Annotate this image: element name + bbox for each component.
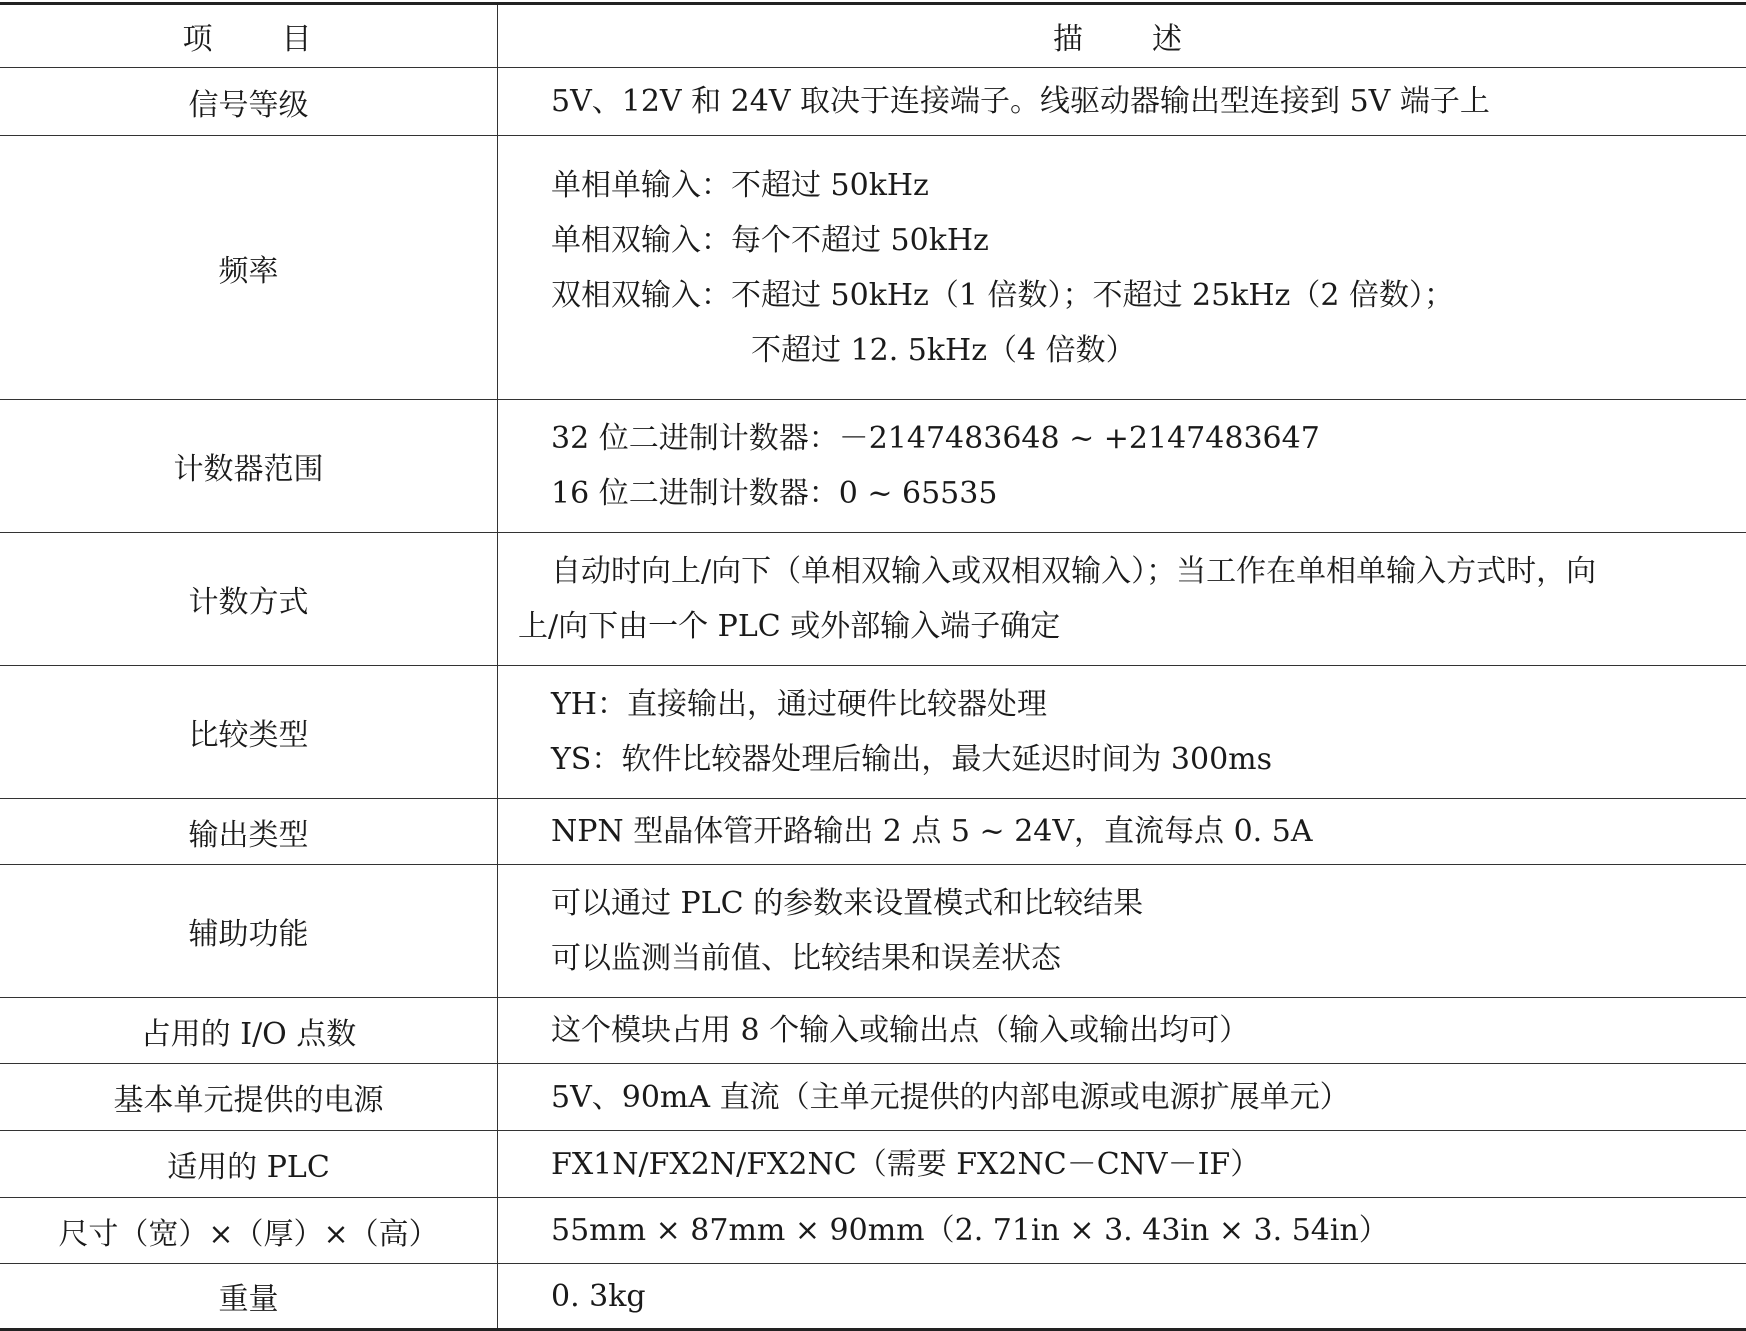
header-row xyxy=(0,4,1746,68)
table-row xyxy=(0,1064,1746,1131)
row-item: 尺寸（宽）×（厚）×（高） xyxy=(0,1198,498,1264)
row-item: 信号等级 xyxy=(0,68,498,136)
row-item: 输出类型 xyxy=(0,799,498,865)
desc-line: 这个模块占用 8 个输入或输出点（输入或输出均可） xyxy=(551,1003,1740,1058)
desc-line: NPN 型晶体管开路输出 2 点 5 ~ 24V，直流每点 0. 5A xyxy=(551,804,1740,859)
row-desc xyxy=(498,533,1746,666)
row-desc xyxy=(498,1131,1746,1198)
row-desc xyxy=(498,1064,1746,1131)
desc-line: 单相双输入：每个不超过 50kHz xyxy=(551,213,1740,268)
desc-line: 可以监测当前值、比较结果和误差状态 xyxy=(551,931,1740,986)
row-desc xyxy=(498,136,1746,400)
desc-line: 5V、12V 和 24V 取决于连接端子。线驱动器输出型连接到 5V 端子上 xyxy=(551,74,1740,129)
desc-line: 16 位二进制计数器：0 ~ 65535 xyxy=(551,466,1740,521)
row-item: 适用的 PLC xyxy=(0,1131,498,1198)
table-row xyxy=(0,998,1746,1064)
desc-line: 32 位二进制计数器：－2147483648 ~ +2147483647 xyxy=(551,411,1740,466)
row-desc xyxy=(498,1264,1746,1330)
row-desc xyxy=(498,400,1746,533)
row-desc xyxy=(498,666,1746,799)
table-row xyxy=(0,68,1746,136)
row-item: 计数器范围 xyxy=(0,400,498,533)
row-desc xyxy=(498,68,1746,136)
desc-line: YS：软件比较器处理后输出，最大延迟时间为 300ms xyxy=(551,732,1740,787)
row-item: 比较类型 xyxy=(0,666,498,799)
desc-line: 55mm × 87mm × 90mm（2. 71in × 3. 43in × 3. 54in） xyxy=(551,1203,1740,1258)
row-item: 频率 xyxy=(0,136,498,400)
spec-table xyxy=(0,2,1746,1331)
table-row xyxy=(0,400,1746,533)
desc-line: 自动时向上/向下（单相双输入或双相双输入）；当工作在单相单输入方式时，向 xyxy=(518,544,1740,599)
row-item: 基本单元提供的电源 xyxy=(0,1064,498,1131)
row-desc xyxy=(498,799,1746,865)
desc-line: 0. 3kg xyxy=(551,1269,1740,1324)
desc-line: 不超过 12. 5kHz（4 倍数） xyxy=(551,323,1740,378)
desc-line: FX1N/FX2N/FX2NC（需要 FX2NC－CNV－IF） xyxy=(551,1137,1740,1192)
table-row xyxy=(0,799,1746,865)
row-desc xyxy=(498,1198,1746,1264)
row-desc xyxy=(498,865,1746,998)
desc-line: YH：直接输出，通过硬件比较器处理 xyxy=(551,677,1740,732)
row-item: 占用的 I/O 点数 xyxy=(0,998,498,1064)
desc-line: 可以通过 PLC 的参数来设置模式和比较结果 xyxy=(551,876,1740,931)
desc-line: 双相双输入：不超过 50kHz（1 倍数）；不超过 25kHz（2 倍数）； xyxy=(551,268,1740,323)
table-row xyxy=(0,865,1746,998)
row-desc xyxy=(498,998,1746,1064)
desc-line: 5V、90mA 直流（主单元提供的内部电源或电源扩展单元） xyxy=(551,1070,1740,1125)
desc-line: 上/向下由一个 PLC 或外部输入端子确定 xyxy=(518,599,1740,654)
table-row xyxy=(0,1264,1746,1330)
table-row xyxy=(0,1131,1746,1198)
row-item: 计数方式 xyxy=(0,533,498,666)
row-item: 重量 xyxy=(0,1264,498,1330)
desc-line: 单相单输入：不超过 50kHz xyxy=(551,158,1740,213)
table-row xyxy=(0,666,1746,799)
header-item: 项 目 xyxy=(0,4,498,68)
table-row xyxy=(0,1198,1746,1264)
table-row xyxy=(0,136,1746,400)
table-row xyxy=(0,533,1746,666)
header-desc: 描 述 xyxy=(498,4,1746,68)
row-item: 辅助功能 xyxy=(0,865,498,998)
